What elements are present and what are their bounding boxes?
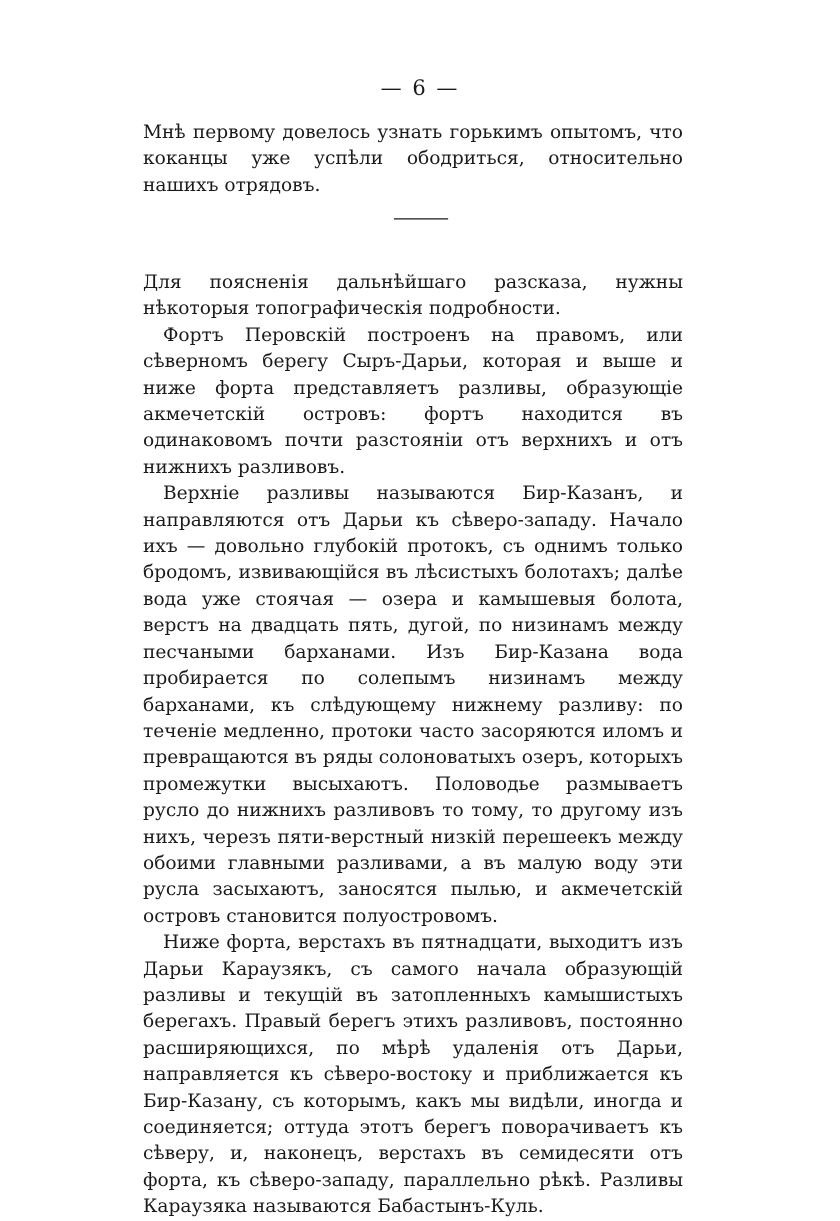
intro-block	[143, 120, 683, 199]
paragraph: Ниже форта, верстахъ въ пятнадцати, выходитъ изъ Дарьи Караузякъ, съ самого начала образующій разливы и текущій въ затопленныхъ камышистыхъ берегахъ. Правый берегъ этихъ разливовъ, постоянно расширяющихся, по мѣрѣ удаленія отъ Дарьи, направляется къ сѣверо-востоку и приближается къ Бир-Казану, съ которымъ, какъ мы видѣли, иногда и соединяется; оттуда этотъ берегъ поворачиваетъ къ сѣверу, и, наконецъ, верстахъ въ семидесяти отъ форта, къ сѣверо-западу, параллельно рѣкѣ. Разливы Караузяка называются Бабастынъ-Куль.	[143, 932, 683, 1218]
page-number: — 6 —	[380, 76, 460, 100]
paragraph: Верхніе разливы называются Бир-Казанъ, и направляются отъ Дарьи къ сѣверо-западу. Начало ихъ — довольно глубокій протокъ, съ однимъ только бродомъ, извивающійся въ лѣсистыхъ болотахъ; далѣе вода уже стоячая — озера и камышевыя болота, верстъ на двадцать пять, дугой, по низинамъ между песчаными барханами. Изъ Бир-Казана вода пробирается по солепымъ низинамъ между барханами, къ слѣдующему нижнему разливу: по теченіе медленно, протоки часто засоряются иломъ и превращаются въ ряды солоноватыхъ озеръ, которыхъ промежутки высыхаютъ. Половодье размываетъ русло до нижнихъ разливовъ то тому, то другому изъ нихъ, черезъ пяти-верстный низкій перешеекъ между обоими главными разливами, а въ малую воду эти русла засыхаютъ, заносятся пылью, и акмечетскій островъ становится полуостровомъ.	[143, 483, 683, 927]
paragraph: Для поясненія дальнѣйшаго разсказа, нужны нѣкоторыя топографическія подробности.	[143, 272, 683, 320]
main-text-block	[143, 270, 683, 1221]
section-separator: ———	[393, 205, 447, 229]
paragraph: Фортъ Перовскій построенъ на правомъ, или сѣверномъ берегу Сыръ-Дарьи, которая и выше и ниже форта представляетъ разливы, образующіе акмечетскій островъ: фортъ находится въ одинаковомъ почти разстояніи отъ верхнихъ и отъ нижнихъ разливовъ.	[143, 324, 683, 478]
intro-paragraph: Мнѣ первому довелось узнать горькимъ опытомъ, что коканцы уже успѣли ободриться, относительно нашихъ отрядовъ.	[143, 122, 683, 196]
